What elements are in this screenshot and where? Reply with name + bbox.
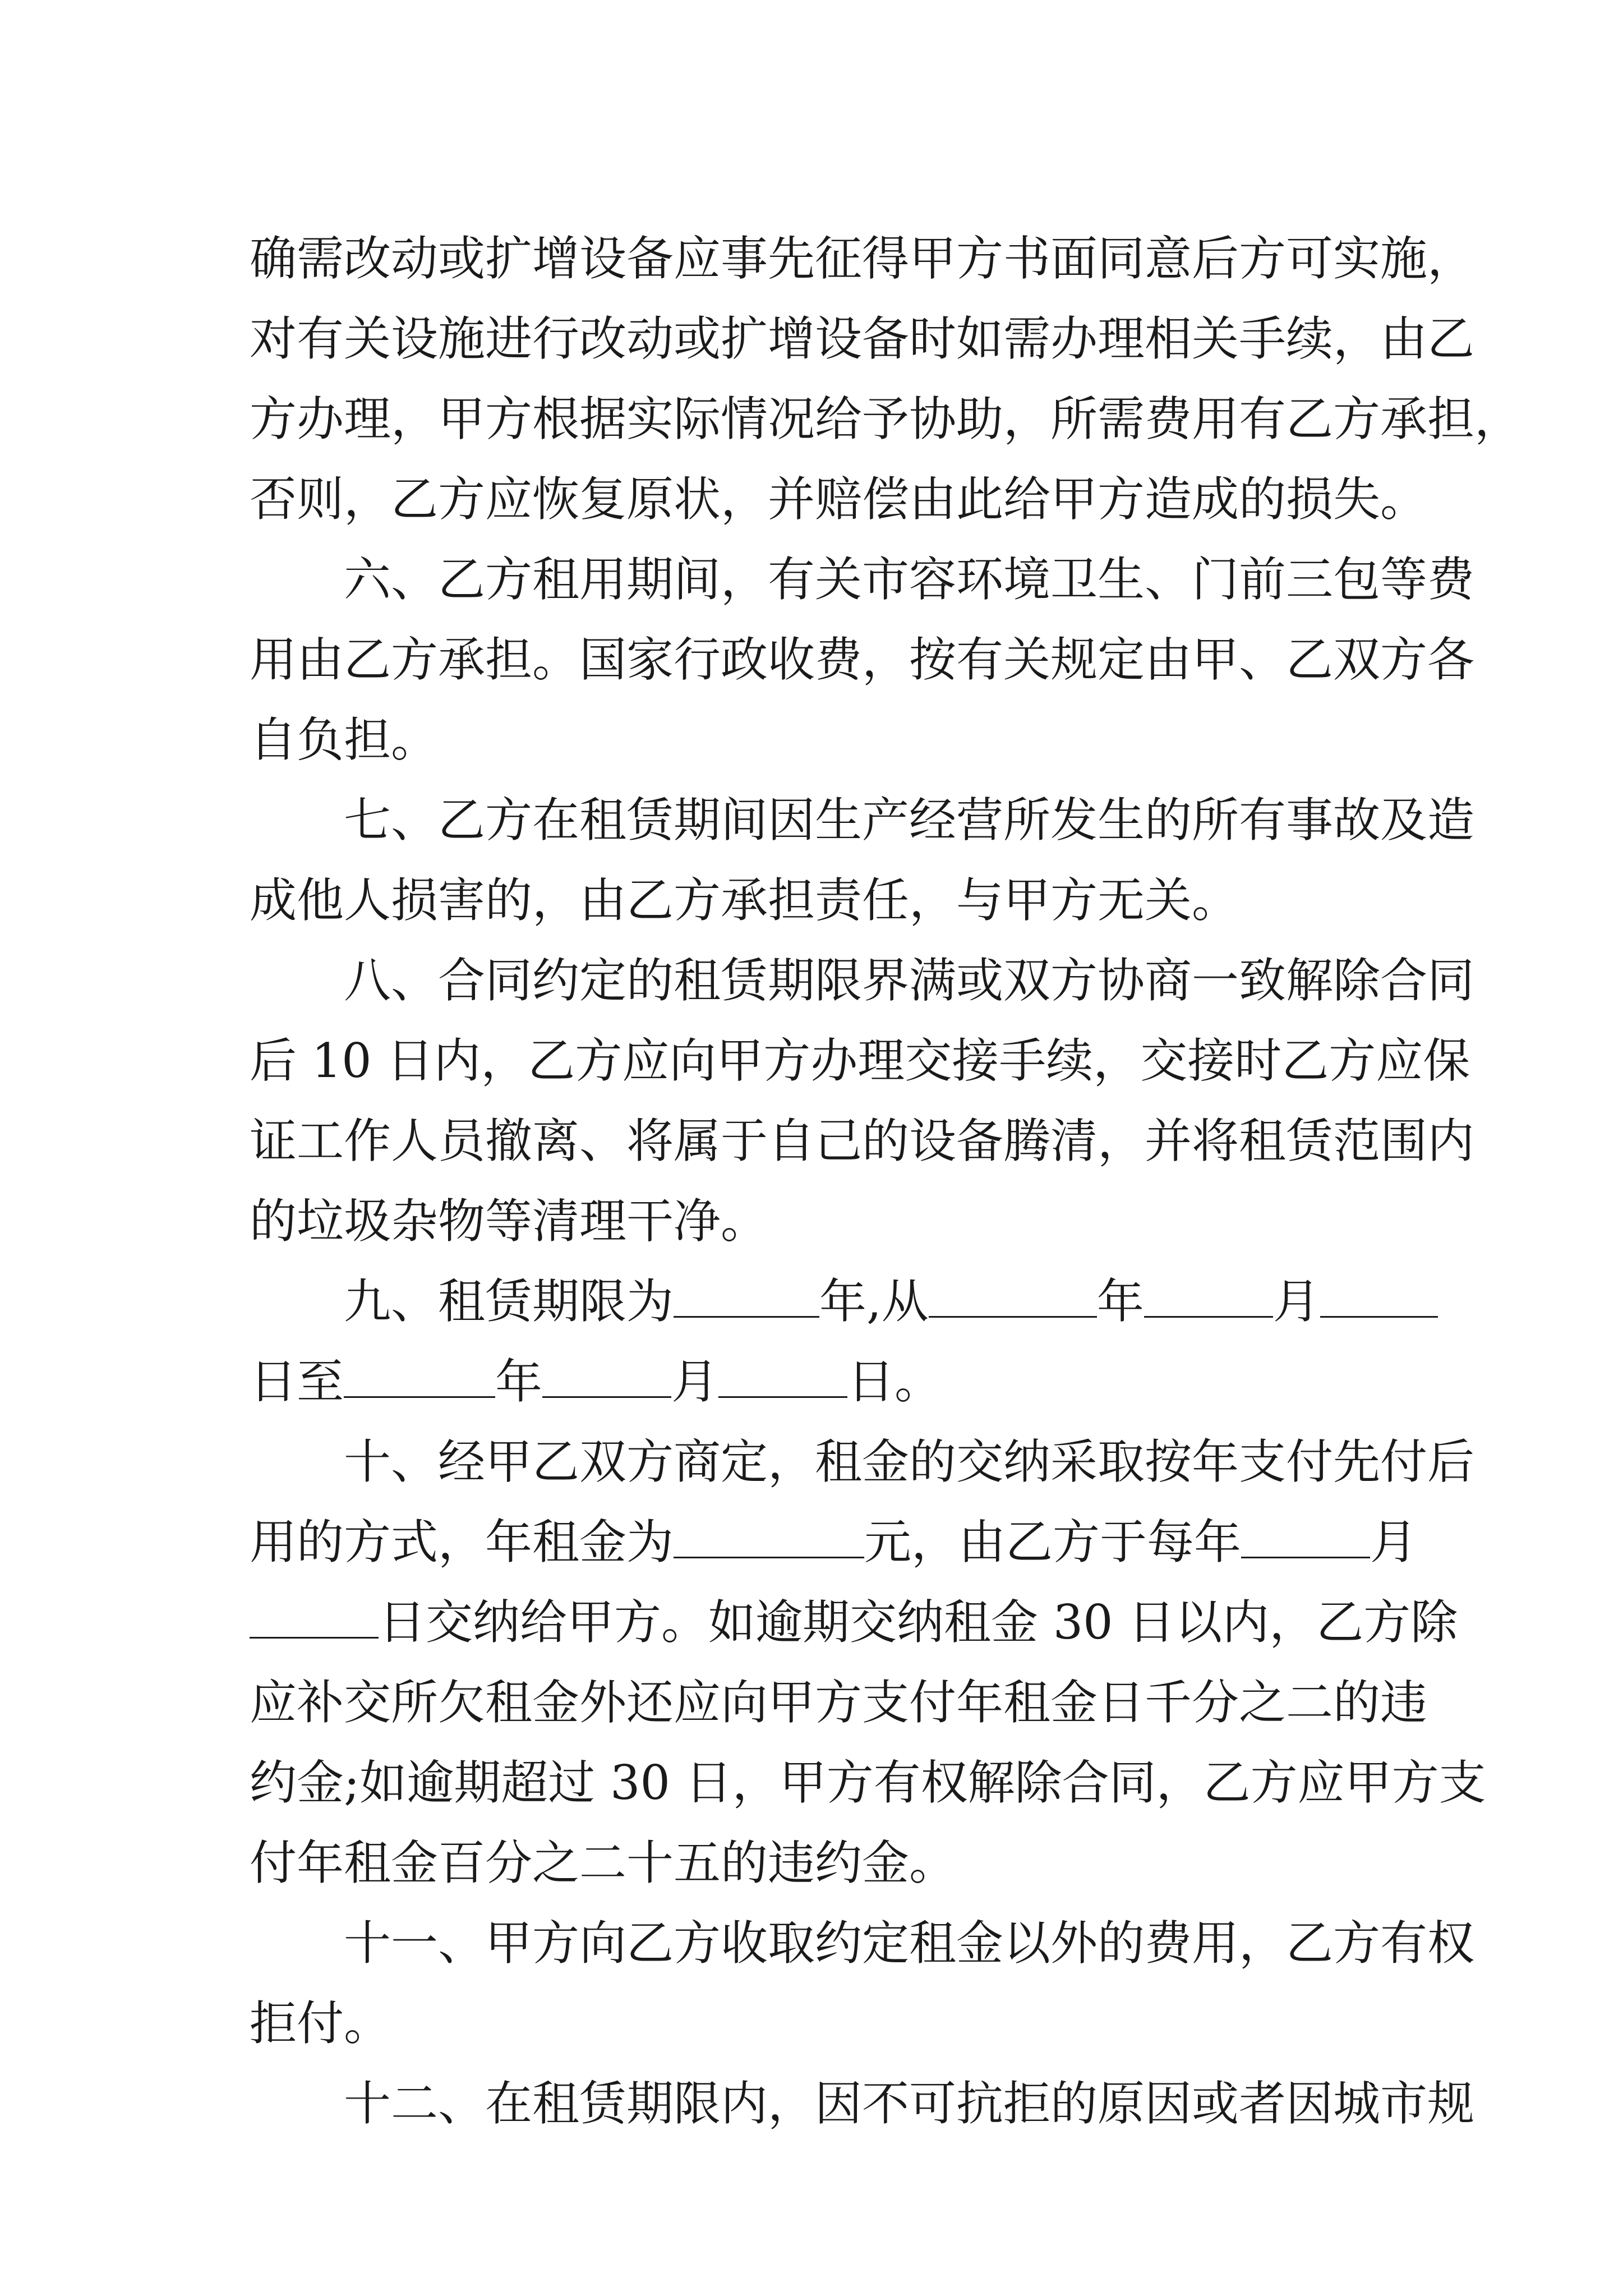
clause-10: [250, 1422, 1486, 1903]
text-line: 方办理，甲方根据实际情况给予协助，所需费用有乙方承担，: [250, 392, 1522, 447]
text-line: 用由乙方承担。国家行政收费，按有关规定由甲、乙双方各: [250, 632, 1475, 687]
text-line: 证工作人员撤离、将属于自己的设备腾清，并将租赁范围内: [250, 1114, 1475, 1168]
text-line: 六、乙方租用期间，有关市容环境卫生、门前三包等费: [344, 552, 1475, 607]
clause-7: [250, 780, 1475, 941]
text-segment: 年,从: [819, 1274, 929, 1329]
text-segment: 日交纳给甲方。如逾期交纳租金 30 日以内，乙方除: [379, 1595, 1458, 1650]
text-line: 后 10 日内，乙方应向甲方办理交接手续，交接时乙方应保: [250, 1033, 1470, 1088]
text-line: 付年租金百分之二十五的违约金。: [250, 1835, 957, 1890]
text-line: 成他人损害的，由乙方承担责任，与甲方无关。: [250, 873, 1239, 928]
text-line: 确需改动或扩增设备应事先征得甲方书面同意后方可实施，: [250, 231, 1475, 286]
text-line: 的垃圾杂物等清理干净。: [250, 1194, 768, 1249]
text-segment: 月: [1272, 1274, 1320, 1329]
lease-years-blank[interactable]: [674, 1277, 819, 1318]
text-line: 十一、甲方向乙方收取约定租金以外的费用，乙方有权: [344, 1916, 1475, 1971]
clause-6: [250, 540, 1475, 780]
text-line: 十二、在租赁期限内，因不可抗拒的原因或者因城市规: [344, 2076, 1475, 2131]
text-line: 约金;如逾期超过 30 日，甲方有权解除合同，乙方应甲方支: [250, 1755, 1486, 1810]
text-line: 否则，乙方应恢复原状，并赔偿由此给甲方造成的损失。: [250, 472, 1428, 527]
clause-9: [250, 1262, 1388, 1422]
start-month-blank[interactable]: [1144, 1277, 1273, 1318]
text-segment: 日。: [847, 1354, 942, 1409]
end-day-blank[interactable]: [718, 1357, 847, 1398]
end-year-blank[interactable]: [344, 1357, 495, 1398]
end-month-blank[interactable]: [542, 1357, 671, 1398]
text-segment: 月: [1370, 1515, 1418, 1570]
start-year-blank[interactable]: [929, 1277, 1097, 1318]
text-segment: 年: [495, 1354, 543, 1409]
lease-end-line: [250, 1342, 1388, 1422]
text-line: 八、合同约定的租赁期限界满或双方协商一致解除合同: [344, 953, 1475, 1008]
start-day-blank[interactable]: [1320, 1277, 1438, 1318]
clause-8: [250, 941, 1475, 1262]
text-line: 拒付。: [250, 1996, 391, 2051]
clause-11: [250, 1903, 1475, 2064]
text-line: 对有关设施进行改动或扩增设备时如需办理相关手续，由乙: [250, 311, 1475, 366]
contract-page: [250, 219, 1522, 2144]
text-segment: 月: [671, 1354, 719, 1409]
text-line: 自负担。: [250, 712, 439, 767]
text-segment: 日至: [250, 1354, 344, 1409]
text-segment: 用的方式，年租金为: [250, 1515, 674, 1570]
annual-rent-blank[interactable]: [674, 1517, 864, 1558]
payment-day-line: [250, 1582, 1458, 1663]
text-line: 十、经甲乙双方商定，租金的交纳采取按年支付先付后: [344, 1434, 1475, 1489]
lease-term-line: [250, 1262, 1388, 1342]
text-segment: 年: [1096, 1274, 1144, 1329]
payment-day-blank[interactable]: [250, 1598, 379, 1639]
rent-amount-line: [250, 1502, 1418, 1582]
text-line: 应补交所欠租金外还应向甲方支付年租金日千分之二的违: [250, 1675, 1428, 1730]
text-line: 七、乙方在租赁期间因生产经营所发生的所有事故及造: [344, 793, 1475, 848]
text-segment: 元，由乙方于每年: [864, 1515, 1242, 1570]
text-segment: 九、租赁期限为: [344, 1274, 674, 1329]
payment-month-blank[interactable]: [1241, 1517, 1370, 1558]
clause-12: [250, 2064, 1475, 2144]
paragraph-5-continuation: [250, 219, 1522, 540]
